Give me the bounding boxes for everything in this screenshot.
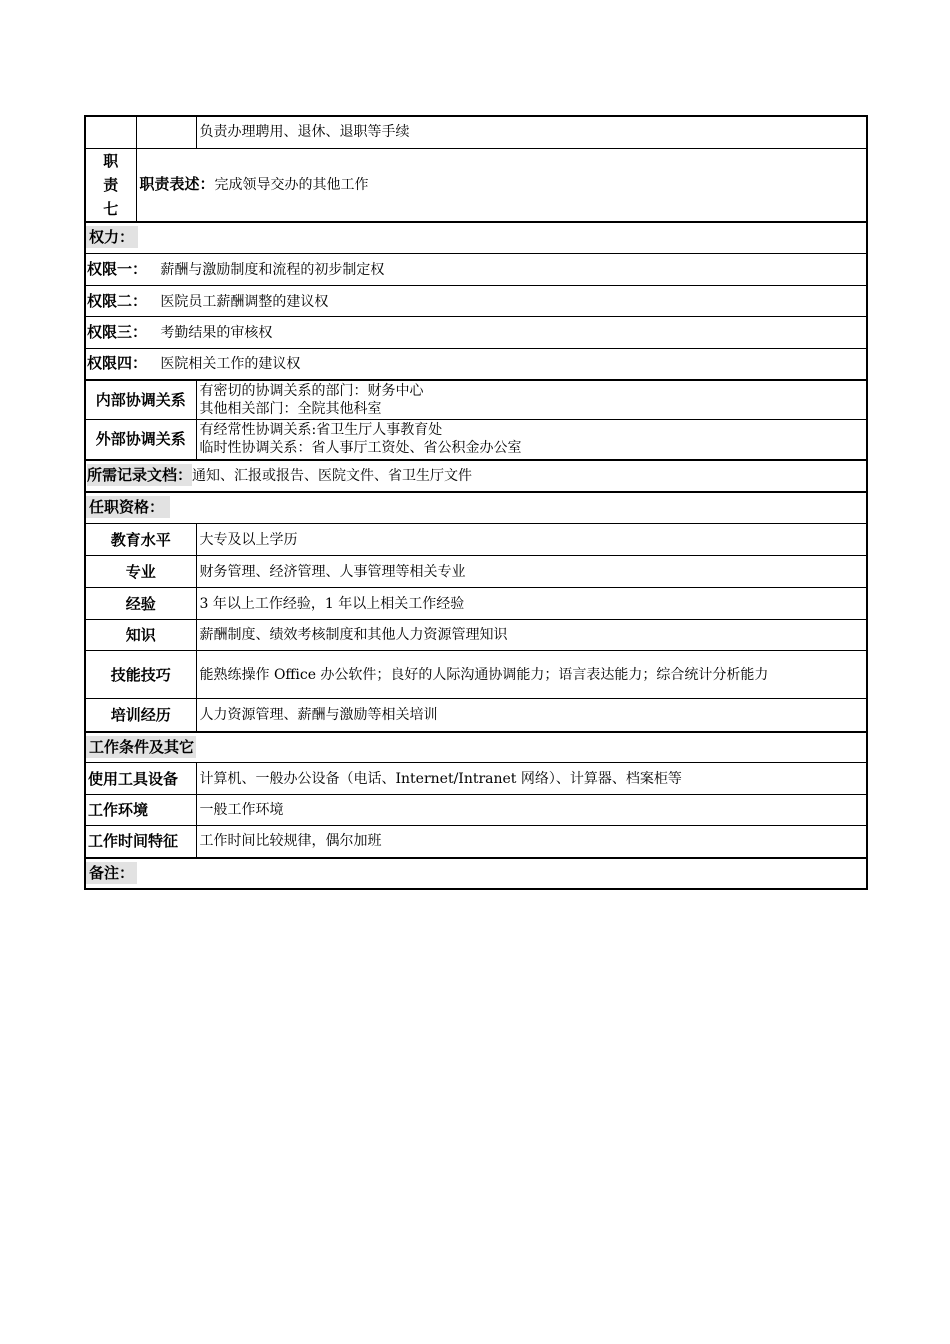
duty7-row bbox=[85, 148, 867, 222]
external-relations-line: 有经常性协调关系:省卫生厅人事教育处 bbox=[199, 422, 443, 439]
qualification-row bbox=[85, 620, 867, 651]
duty7-label-char: 七 bbox=[103, 199, 119, 218]
internal-relations-line: 其他相关部门：全院其他科室 bbox=[199, 400, 382, 417]
power-item-label: 权限一： bbox=[87, 260, 148, 278]
qualification-row bbox=[85, 556, 867, 588]
remarks-cell bbox=[85, 858, 867, 889]
condition-label: 工作环境 bbox=[85, 795, 196, 826]
qualification-text: 财务管理、经济管理、人事管理等相关专业 bbox=[196, 556, 867, 588]
qualification-row bbox=[85, 651, 867, 699]
qualification-row bbox=[85, 699, 867, 732]
remarks-label: 备注： bbox=[86, 862, 137, 884]
qualification-label: 技能技巧 bbox=[85, 651, 196, 699]
qualification-text: 大专及以上学历 bbox=[196, 524, 867, 556]
duty7-heading: 职责表述： bbox=[139, 175, 215, 193]
duty7-label bbox=[85, 148, 136, 222]
conditions-heading: 工作条件及其它 bbox=[86, 736, 196, 758]
condition-row bbox=[85, 763, 867, 795]
empty-cell bbox=[136, 116, 196, 148]
duty-continued-row bbox=[85, 116, 867, 148]
internal-relations-label: 内部协调关系 bbox=[85, 380, 196, 420]
qualifications-heading-row bbox=[85, 492, 867, 524]
power-item-text: 医院相关工作的建议权 bbox=[160, 356, 301, 373]
internal-relations-text bbox=[196, 380, 867, 420]
power-row bbox=[85, 349, 867, 380]
power-item bbox=[85, 317, 867, 349]
power-item-label: 权限三： bbox=[87, 323, 148, 341]
condition-text: 一般工作环境 bbox=[196, 795, 867, 826]
power-item-text: 考勤结果的审核权 bbox=[160, 325, 273, 341]
conditions-heading-row bbox=[85, 732, 867, 763]
job-description-table bbox=[84, 115, 868, 890]
condition-row bbox=[85, 826, 867, 858]
records-cell bbox=[85, 460, 867, 492]
qualification-row bbox=[85, 524, 867, 556]
empty-cell bbox=[85, 116, 136, 148]
records-row bbox=[85, 460, 867, 492]
internal-relations-line: 有密切的协调关系的部门：财务中心 bbox=[199, 382, 424, 399]
power-heading-cell bbox=[85, 222, 867, 254]
conditions-heading-cell bbox=[85, 732, 867, 763]
duty7-text: 完成领导交办的其他工作 bbox=[214, 177, 369, 193]
condition-label: 使用工具设备 bbox=[85, 763, 196, 795]
duty7-label-char: 职 bbox=[103, 151, 119, 170]
power-item bbox=[85, 349, 867, 380]
power-item-label: 权限四： bbox=[87, 354, 148, 373]
power-row bbox=[85, 286, 867, 317]
qualification-label: 专业 bbox=[85, 556, 196, 588]
condition-text: 计算机、一般办公设备（电话、Internet/Intranet 网络）、计算器、档案柜等 bbox=[196, 763, 867, 795]
power-item-text: 医院员工薪酬调整的建议权 bbox=[160, 293, 329, 310]
power-item bbox=[85, 286, 867, 317]
records-label: 所需记录文档： bbox=[87, 466, 193, 484]
power-heading-row bbox=[85, 222, 867, 254]
qualification-label: 教育水平 bbox=[85, 524, 196, 556]
internal-relations-row bbox=[85, 380, 867, 420]
power-item-text: 薪酬与激励制度和流程的初步制定权 bbox=[160, 262, 385, 278]
external-relations-text bbox=[196, 420, 867, 460]
qualifications-heading-cell bbox=[85, 492, 867, 524]
duty-continued-text: 负责办理聘用、退休、退职等手续 bbox=[196, 116, 867, 148]
qualification-label: 培训经历 bbox=[85, 699, 196, 732]
qualification-row bbox=[85, 588, 867, 620]
qualification-text: 能熟练操作 Office 办公软件；良好的人际沟通协调能力；语言表达能力；综合统计分析能力 bbox=[196, 651, 867, 699]
qualifications-heading: 任职资格： bbox=[86, 496, 170, 518]
power-row bbox=[85, 254, 867, 286]
qualification-text: 3 年以上工作经验，1 年以上相关工作经验 bbox=[196, 588, 867, 620]
power-row bbox=[85, 317, 867, 349]
job-description-document bbox=[84, 115, 866, 890]
records-text: 通知、汇报或报告、医院文件、省卫生厅文件 bbox=[192, 468, 473, 484]
external-relations-row bbox=[85, 420, 867, 460]
external-relations-line: 临时性协调关系：省人事厅工资处、省公积金办公室 bbox=[199, 440, 522, 457]
external-relations-label: 外部协调关系 bbox=[85, 420, 196, 460]
condition-text: 工作时间比较规律，偶尔加班 bbox=[196, 826, 867, 858]
duty7-content bbox=[136, 148, 867, 222]
remarks-row bbox=[85, 858, 867, 889]
qualification-label: 知识 bbox=[85, 620, 196, 651]
condition-row bbox=[85, 795, 867, 826]
qualification-text: 人力资源管理、薪酬与激励等相关培训 bbox=[196, 699, 867, 732]
duty7-label-char: 责 bbox=[103, 175, 119, 194]
condition-label: 工作时间特征 bbox=[85, 826, 196, 858]
power-item-label: 权限二： bbox=[87, 291, 148, 310]
power-heading: 权力： bbox=[86, 226, 138, 248]
qualification-label: 经验 bbox=[85, 588, 196, 620]
power-item bbox=[85, 254, 867, 286]
qualification-text: 薪酬制度、绩效考核制度和其他人力资源管理知识 bbox=[196, 620, 867, 651]
